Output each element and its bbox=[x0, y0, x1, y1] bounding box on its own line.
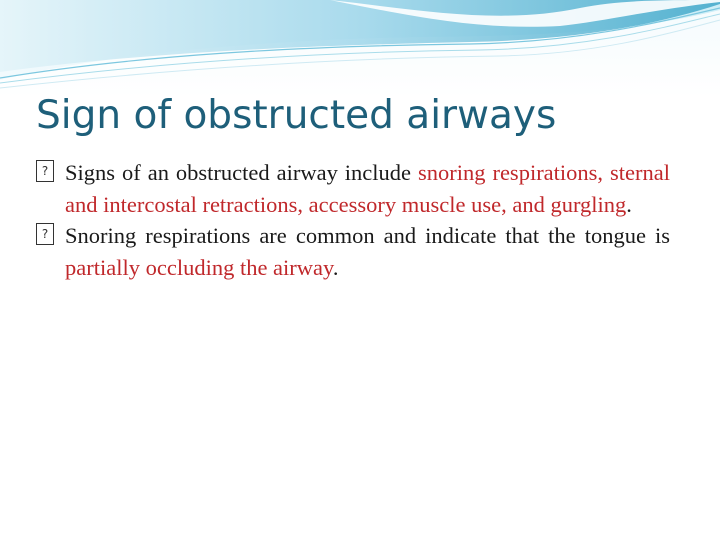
bullet-marker-icon: ? bbox=[36, 223, 54, 245]
bullet-1-end: . bbox=[626, 191, 632, 217]
slide-title: Sign of obstructed airways bbox=[36, 93, 557, 138]
bullet-item-1 bbox=[36, 157, 670, 220]
slide-body bbox=[36, 157, 670, 283]
bullet-2-highlight: partially occluding the airway bbox=[65, 254, 333, 280]
bullet-1-text: Signs of an obstructed airway include bbox=[65, 160, 418, 185]
header-wave-decoration bbox=[0, 0, 720, 90]
bullet-2-text: Snoring respirations are common and indicate that the tongue is bbox=[65, 223, 670, 248]
bullet-item-2 bbox=[36, 220, 670, 283]
bullet-2-end: . bbox=[332, 254, 339, 280]
bullet-1-highlight: snoring respirations, sternal and intercostal retractions, accessory muscle use, and gurgling bbox=[65, 160, 670, 217]
bullet-marker-icon: ? bbox=[36, 160, 54, 182]
